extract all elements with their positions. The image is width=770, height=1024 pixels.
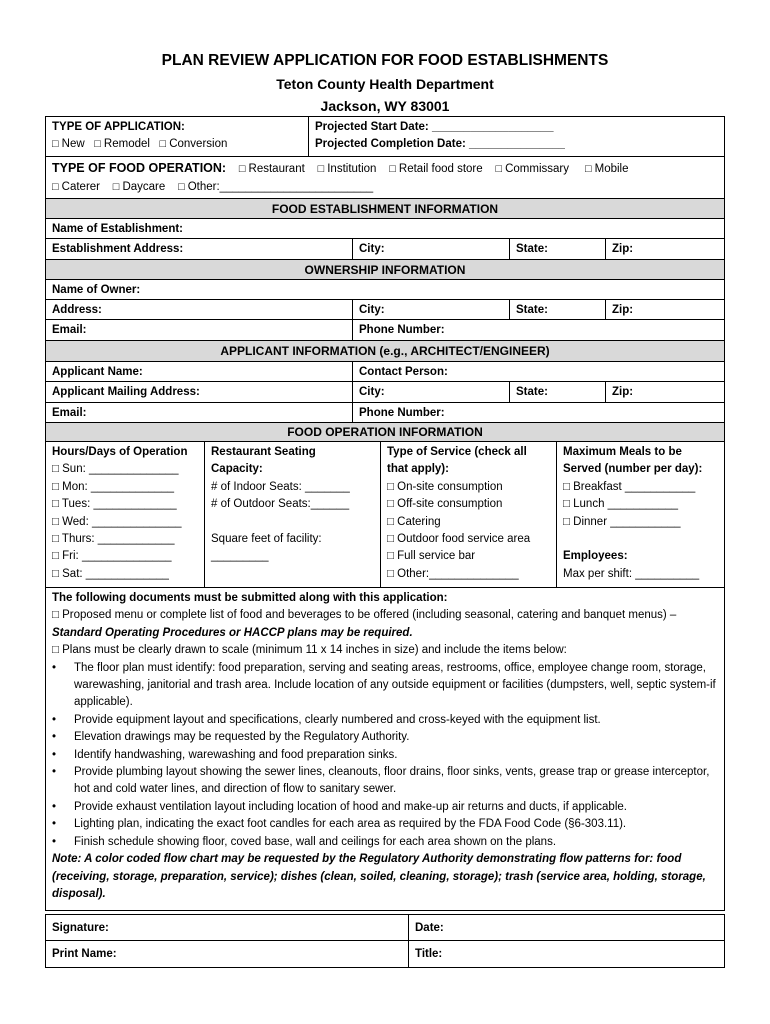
establishment-state-field[interactable]: State:: [509, 239, 605, 259]
square-feet-label: Square feet of facility:: [211, 532, 322, 545]
bullet-text: The floor plan must identify: food preparation, serving and seating areas, restrooms, office, employee change room, storage, warewashing, janitorial and trash area. Include location of any outside equipment or facilities (dumpsters, well, septic system-if applicable).: [74, 661, 716, 709]
meals-blank: [563, 531, 718, 548]
owner-name-field[interactable]: Name of Owner:: [52, 283, 141, 296]
seating-column: [204, 442, 380, 587]
applicant-phone-field[interactable]: Phone Number:: [352, 403, 724, 422]
meals-breakfast[interactable]: □ Breakfast ___________: [563, 480, 696, 493]
contact-person-field[interactable]: Contact Person:: [352, 362, 724, 381]
hours-mon[interactable]: □ Mon: _____________: [52, 480, 175, 493]
application-type-label: TYPE OF APPLICATION:: [52, 121, 185, 133]
application-form: [45, 116, 725, 911]
bullet-text: Provide exhaust ventilation layout including location of hood and make-up air returns and ducts, if applicable.: [74, 800, 627, 813]
option-mobile: Mobile: [594, 163, 629, 175]
option-caterer: Caterer: [61, 181, 101, 193]
plans-requirement: □ Plans must be clearly drawn to scale (minimum 11 x 14 inches in size) and include the items below:: [52, 644, 567, 657]
outdoor-seats-field[interactable]: # of Outdoor Seats:______: [211, 498, 350, 511]
employees-label: Employees:: [563, 550, 628, 563]
checkbox-commissary[interactable]: □: [495, 163, 503, 175]
hours-wed[interactable]: □ Wed: ______________: [52, 515, 182, 528]
option-new: New: [61, 138, 85, 151]
hours-thurs[interactable]: □ Thurs: ____________: [52, 532, 175, 545]
department-location: Jackson, WY 83001: [320, 98, 450, 114]
applicant-city-field[interactable]: City:: [352, 382, 509, 402]
list-item: • Provide plumbing layout showing the sewer lines, cleanouts, floor drains, floor sinks, vents, grease trap or grease interceptor, hot and cold water lines, and direction of flow to sanitary sewer.: [52, 764, 718, 799]
hours-sat[interactable]: □ Sat: _____________: [52, 567, 169, 580]
operation-type-label: TYPE OF FOOD OPERATION:: [52, 161, 227, 175]
list-item: • Elevation drawings may be requested by the Regulatory Authority.: [52, 729, 718, 746]
bullet-text: Provide plumbing layout showing the sewer lines, cleanouts, floor drains, floor sinks, vents, grease trap or grease interceptor, hot and cold water lines, and direction of flow to sanitary sewer.: [74, 766, 710, 796]
option-other: Other:________________________: [187, 181, 374, 193]
service-offsite[interactable]: □ Off-site consumption: [387, 498, 503, 511]
ownership-heading: OWNERSHIP INFORMATION: [304, 262, 466, 277]
meals-column: [556, 442, 724, 587]
hours-sun[interactable]: □ Sun: ______________: [52, 463, 179, 476]
print-name-field[interactable]: Print Name:: [52, 948, 117, 960]
checkbox-conversion[interactable]: □: [159, 138, 167, 151]
list-item: • The floor plan must identify: food preparation, serving and seating areas, restrooms, office, employee change room, storage, warewashing, janitorial and trash area. Include location of any outside equipment or facilities (dumpsters, well, septic system-if applicable).: [52, 660, 718, 712]
list-item: • Identify handwashing, warewashing and food preparation sinks.: [52, 747, 718, 764]
meals-heading-2: Served (number per day):: [563, 463, 703, 476]
checkbox-institution[interactable]: □: [317, 163, 325, 175]
hours-tues[interactable]: □ Tues: _____________: [52, 498, 177, 511]
establishment-heading: FOOD ESTABLISHMENT INFORMATION: [271, 201, 499, 216]
hours-heading: Hours/Days of Operation: [52, 446, 188, 458]
owner-zip-field[interactable]: Zip:: [605, 300, 724, 319]
seating-blank: [211, 514, 374, 531]
title-field[interactable]: Title:: [408, 941, 724, 967]
owner-city-field[interactable]: City:: [352, 300, 509, 319]
owner-state-field[interactable]: State:: [509, 300, 605, 319]
option-retail-food-store: Retail food store: [398, 163, 483, 175]
signature-block: [45, 914, 725, 968]
checkbox-new[interactable]: □: [52, 138, 59, 151]
checkbox-other[interactable]: □: [178, 181, 185, 193]
page-title: PLAN REVIEW APPLICATION FOR FOOD ESTABLISHMENTS: [161, 52, 609, 69]
documents-intro: The following documents must be submitted along with this application:: [52, 592, 448, 604]
bullet-text: Lighting plan, indicating the exact foot candles for each area as required by the FDA Food Code (§6-303.11).: [74, 818, 627, 831]
hours-fri[interactable]: □ Fri: ______________: [52, 550, 172, 563]
service-catering[interactable]: □ Catering: [387, 515, 441, 528]
list-item: • Finish schedule showing floor, coved base, wall and ceilings for each area shown on the plans.: [52, 834, 718, 851]
department-name: Teton County Health Department: [276, 76, 494, 92]
service-heading: Type of Service (check all: [387, 446, 527, 458]
service-bar[interactable]: □ Full service bar: [387, 550, 476, 563]
option-institution: Institution: [327, 163, 377, 175]
applicant-email-field[interactable]: Email:: [52, 406, 87, 419]
checkbox-caterer[interactable]: □: [52, 181, 59, 193]
meals-lunch[interactable]: □ Lunch ___________: [563, 498, 679, 511]
checkbox-retail[interactable]: □: [389, 163, 396, 175]
projected-start-date[interactable]: Projected Start Date: ___________________: [315, 121, 554, 133]
list-item: • Lighting plan, indicating the exact foot candles for each area as required by the FDA Food Code (§6-303.11).: [52, 816, 718, 833]
establishment-address-field[interactable]: Establishment Address:: [52, 243, 184, 255]
bullet-text: Finish schedule showing floor, coved base, wall and ceilings for each area shown on the plans.: [74, 835, 557, 848]
option-restaurant: Restaurant: [248, 163, 305, 175]
owner-phone-field[interactable]: Phone Number:: [352, 320, 724, 340]
applicant-heading: APPLICANT INFORMATION (e.g., ARCHITECT/ENGINEER): [220, 344, 550, 358]
applicant-mailing-field[interactable]: Applicant Mailing Address:: [52, 386, 200, 398]
service-other[interactable]: □ Other:______________: [387, 567, 519, 580]
applicant-state-field[interactable]: State:: [509, 382, 605, 402]
applicant-name-field[interactable]: Applicant Name:: [52, 365, 143, 378]
menu-requirement: [52, 607, 718, 642]
projected-dates-cell: [308, 117, 724, 156]
list-item: • Provide exhaust ventilation layout including location of hood and make-up air returns and ducts, if applicable.: [52, 799, 718, 816]
date-field[interactable]: Date:: [408, 915, 724, 940]
service-onsite[interactable]: □ On-site consumption: [387, 480, 503, 493]
option-conversion: Conversion: [169, 138, 228, 151]
meals-heading: Maximum Meals to be: [563, 446, 682, 458]
option-commissary: Commissary: [505, 163, 569, 175]
owner-email-field[interactable]: Email:: [52, 324, 87, 336]
documents-section: [46, 588, 724, 910]
bullet-text: Identify handwashing, warewashing and food preparation sinks.: [74, 748, 398, 761]
operation-type-cell: [46, 157, 724, 198]
seating-blank-2: [211, 566, 374, 583]
establishment-city-field[interactable]: City:: [352, 239, 509, 259]
menu-emphasis: Standard Operating Procedures or HACCP plans may be required.: [52, 626, 413, 639]
application-type-cell: [46, 117, 308, 156]
applicant-zip-field[interactable]: Zip:: [605, 382, 724, 402]
checkbox-restaurant[interactable]: □: [238, 163, 246, 175]
checkbox-daycare[interactable]: □: [112, 181, 120, 193]
option-daycare: Daycare: [122, 181, 166, 193]
signature-field[interactable]: Signature:: [52, 921, 109, 934]
service-outdoor[interactable]: □ Outdoor food service area: [387, 532, 531, 545]
operation-heading: FOOD OPERATION INFORMATION: [287, 425, 483, 439]
menu-text: □ Proposed menu or complete list of food and beverages to be offered (including seasonal, catering and banquet menus) –: [52, 609, 677, 622]
flow-chart-note: Note: A color coded flow chart may be requested by the Regulatory Authority demonstrating flow patterns for: food (receiving, storage, preparation, service); dishes (clean, soiled, cleaning, storage); trash (service area, holding, storage, disposal).: [52, 853, 706, 900]
indoor-seats-field[interactable]: # of Indoor Seats: _______: [211, 480, 350, 493]
hours-column: [46, 442, 204, 587]
max-per-shift-field[interactable]: Max per shift: __________: [563, 567, 700, 580]
checkbox-mobile[interactable]: □: [584, 163, 592, 175]
bullet-text: Elevation drawings may be requested by the Regulatory Authority.: [74, 731, 410, 744]
projected-completion-date[interactable]: Projected Completion Date: _______________: [315, 138, 565, 151]
list-item: • Provide equipment layout and specifications, clearly numbered and cross-keyed with the equipment list.: [52, 712, 718, 729]
establishment-name-field[interactable]: Name of Establishment:: [52, 222, 183, 235]
service-column: [380, 442, 556, 587]
option-remodel: Remodel: [103, 138, 150, 151]
seating-heading: Restaurant Seating: [211, 446, 316, 458]
establishment-zip-field[interactable]: Zip:: [605, 239, 724, 259]
meals-dinner[interactable]: □ Dinner ___________: [563, 515, 681, 528]
bullet-text: Provide equipment layout and specifications, clearly numbered and cross-keyed with the equipment list.: [74, 713, 601, 726]
checkbox-remodel[interactable]: □: [94, 138, 101, 151]
square-feet-field[interactable]: _________: [211, 550, 269, 563]
service-heading-2: that apply):: [387, 463, 449, 476]
owner-address-field[interactable]: Address:: [52, 303, 102, 316]
seating-capacity-label: Capacity:: [211, 463, 263, 476]
